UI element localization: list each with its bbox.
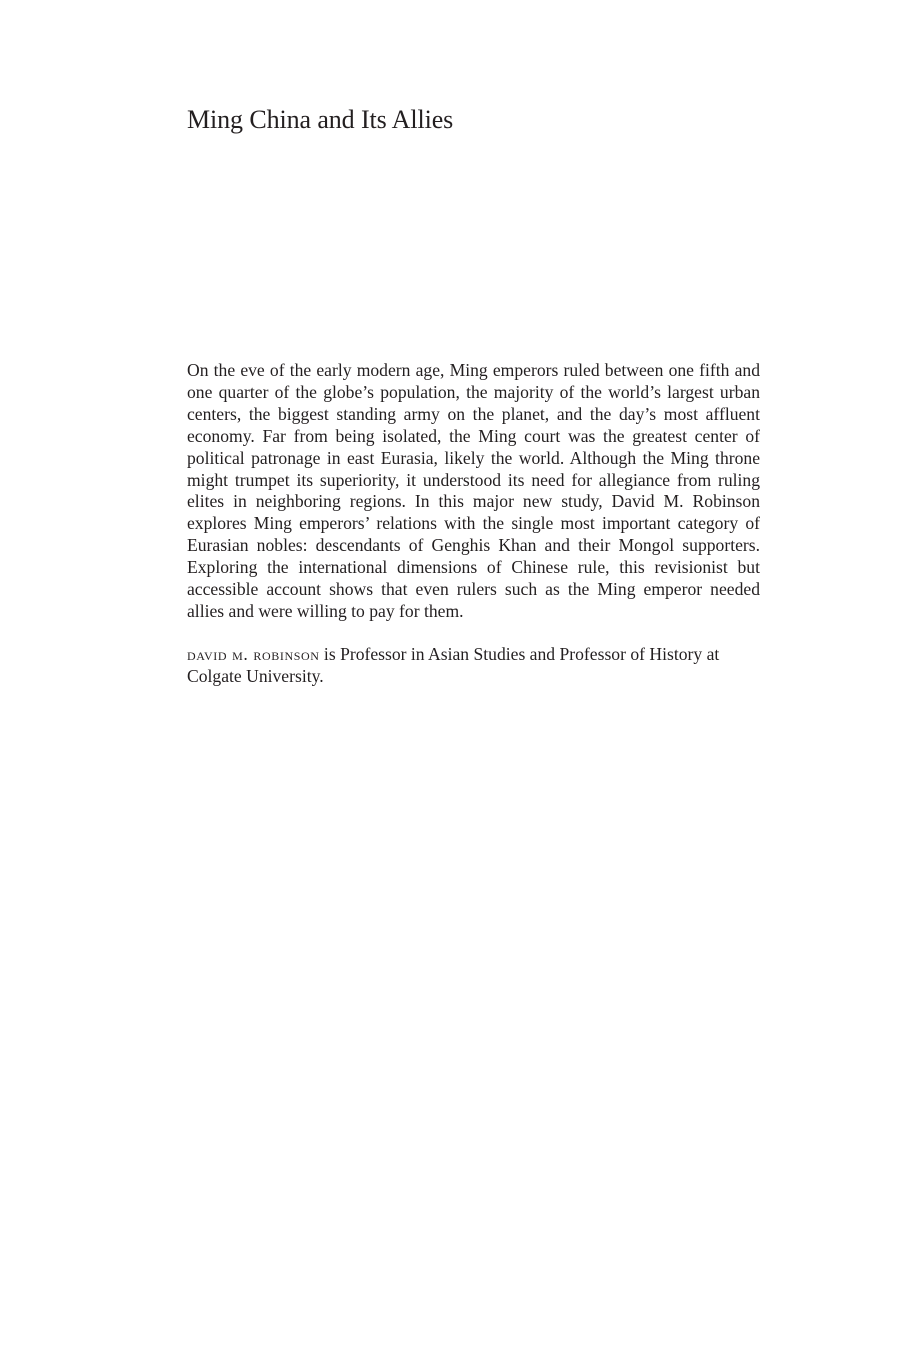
book-title: Ming China and Its Allies: [187, 105, 454, 134]
author-bio-paragraph: [187, 644, 760, 688]
author-name: david m. robinson: [187, 644, 320, 664]
author-bio-text: is Professor in Asian Studies and Professor of History at Colgate University.: [187, 644, 720, 686]
book-description-paragraph: On the eve of the early modern age, Ming emperors ruled between one fifth and one quarter of the globe’s population, the majority of the world’s largest urban centers, the biggest standing army on the planet, and the day’s most affluent economy. Far from being isolated, the Ming court was the greatest center of political patronage in east Eurasia, likely the world. Although the Ming throne might trumpet its superiority, it understood its need for allegiance from ruling elites in neighboring regions. In this major new study, David M. Robinson explores Ming emperors’ relations with the single most important category of Eurasian nobles: descendants of Genghis Khan and their Mongol supporters. Exploring the international dimensions of Chinese rule, this revisionist but accessible account shows that even rulers such as the Ming emperor needed allies and were willing to pay for them.: [187, 360, 760, 621]
